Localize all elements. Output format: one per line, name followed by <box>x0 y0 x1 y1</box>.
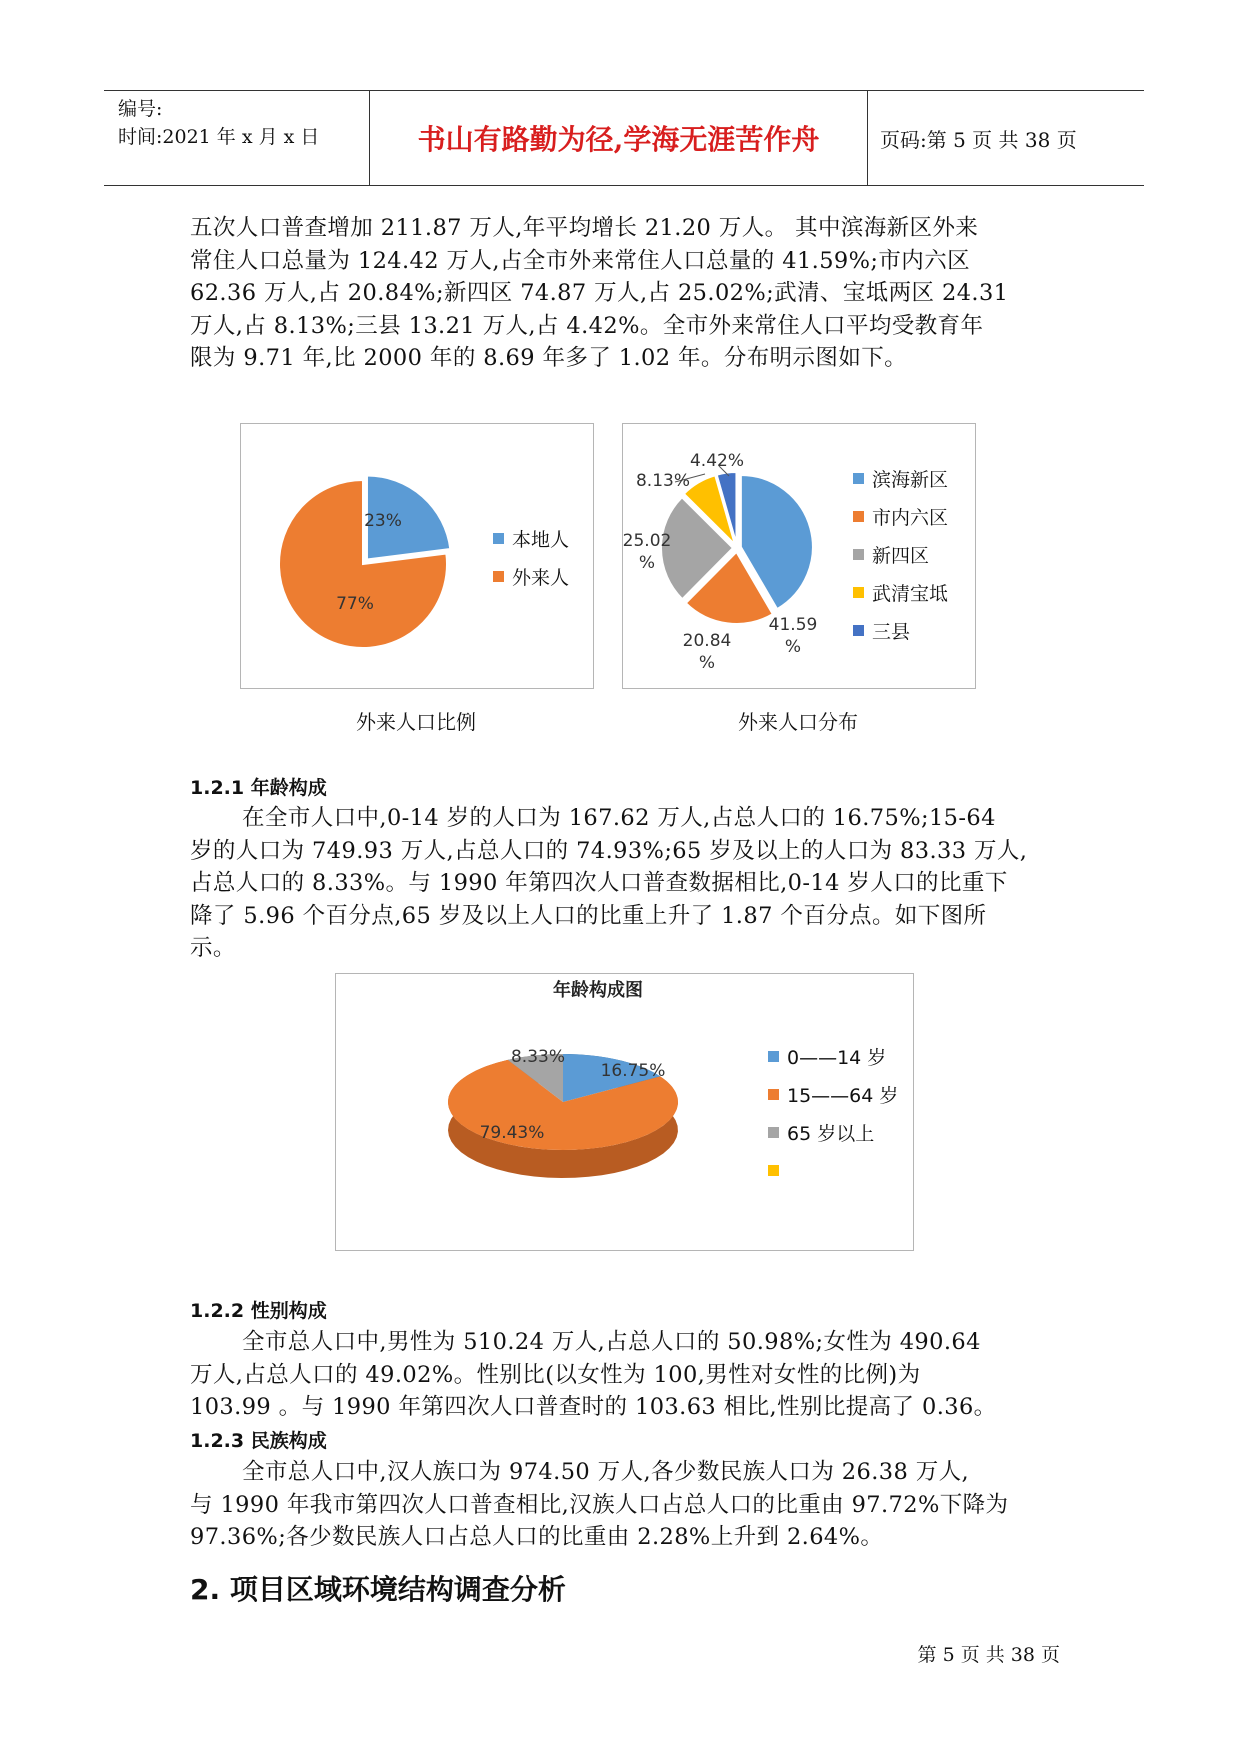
age-heading: 1.2.1 年龄构成 <box>190 777 327 799</box>
pie-data-label: 41.59 % <box>768 615 818 657</box>
chart-title: 年龄构成图 <box>553 980 643 1001</box>
legend-item <box>853 611 948 649</box>
intro-paragraph <box>190 212 1060 375</box>
text-line: 103.99 。与 1990 年第四次人口普查时的 103.63 相比,性别比提高了 0.36。 <box>190 1394 997 1420</box>
text-line: 万人,占总人口的 49.02%。性别比(以女性为 100,男性对女性的比例)为 <box>190 1361 921 1388</box>
legend-label: 三县 <box>872 620 911 643</box>
legend-label: 市内六区 <box>872 506 949 529</box>
page-footer: 第 5 页 共 38 页 <box>917 1644 1060 1666</box>
ethnic-heading: 1.2.3 民族构成 <box>190 1430 327 1452</box>
legend-swatch <box>853 511 864 522</box>
legend-swatch <box>768 1089 779 1100</box>
caption-migrant-distribution: 外来人口分布 <box>738 710 858 734</box>
legend-label: 外来人 <box>512 566 570 589</box>
text-line: 常住人口总量为 124.42 万人,占全市外来常住人口总量的 41.59%;市内六区 <box>190 247 971 274</box>
legend-swatch <box>768 1165 779 1176</box>
legend-swatch <box>768 1051 779 1062</box>
legend-migrant-distribution <box>853 459 948 649</box>
text-line: 五次人口普查增加 211.87 万人,年平均增长 21.20 万人。 其中滨海新区外来 <box>190 215 979 241</box>
gender-heading: 1.2.2 性别构成 <box>190 1300 327 1322</box>
pie-data-label: 25.02 % <box>623 531 672 573</box>
text-line: 限为 9.71 年,比 2000 年的 8.69 年多了 1.02 年。分布明示图如下。 <box>190 345 908 371</box>
legend-migrant-ratio <box>493 519 569 595</box>
header-page-label: 页码:第 5 页 共 38 页 <box>880 127 1077 152</box>
legend-item <box>768 1113 898 1151</box>
text-line <box>190 1456 1060 1489</box>
pie-data-label: 4.42% <box>689 451 745 471</box>
pie-data-label: 8.33% <box>510 1047 566 1067</box>
text-line: 降了 5.96 个百分点,65 岁及以上人口的比重上升了 1.87 个百分点。如下图所 <box>190 902 987 929</box>
pie-data-label: 8.13% <box>635 471 691 491</box>
chart-migrant-distribution <box>622 423 976 689</box>
text-line <box>190 1326 1060 1359</box>
legend-item <box>853 535 948 573</box>
legend-label: 滨海新区 <box>872 468 949 491</box>
legend-swatch <box>853 549 864 560</box>
text-line <box>190 802 1060 835</box>
legend-label: 0——14 岁 <box>787 1046 887 1069</box>
legend-item <box>493 519 569 557</box>
legend-item <box>853 573 948 611</box>
text-span: 在全市人口中,0-14 岁的人口为 167.62 万人,占总人口的 16.75%;15-64 <box>242 805 996 831</box>
page-header <box>104 90 1144 186</box>
legend-item <box>493 557 569 595</box>
text-line: 万人,占 8.13%;三县 13.21 万人,占 4.42%。全市外来常住人口平均受教育年 <box>190 312 984 339</box>
text-line: 62.36 万人,占 20.84%;新四区 74.87 万人,占 25.02%;武清、宝坻两区 24.31 <box>190 280 1009 306</box>
legend-age-composition <box>768 1037 898 1189</box>
ethnic-paragraph <box>190 1456 1060 1554</box>
text-span: 全市总人口中,汉人族口为 974.50 万人,各少数民族人口为 26.38 万人, <box>242 1459 970 1485</box>
header-motto: 书山有路勤为径,学海无涯苦作舟 <box>369 91 868 185</box>
legend-swatch <box>853 473 864 484</box>
legend-label: 15——64 岁 <box>787 1084 899 1107</box>
pie-data-label: 16.75% <box>600 1061 666 1081</box>
chart-age-composition <box>335 973 914 1251</box>
legend-swatch <box>493 571 504 582</box>
gender-paragraph <box>190 1326 1060 1424</box>
legend-swatch <box>493 533 504 544</box>
text-span: 全市总人口中,男性为 510.24 万人,占总人口的 50.98%;女性为 490.64 <box>242 1329 981 1355</box>
pie-data-label: 23% <box>364 511 402 531</box>
text-line: 占总人口的 8.33%。与 1990 年第四次人口普查数据相比,0-14 岁人口的比重下 <box>190 870 1008 896</box>
age-paragraph <box>190 802 1060 965</box>
text-line: 岁的人口为 749.93 万人,占总人口的 74.93%;65 岁及以上的人口为 83.33 万人, <box>190 837 1028 864</box>
legend-label: 武清宝坻 <box>872 582 949 605</box>
legend-swatch <box>853 625 864 636</box>
caption-migrant-ratio: 外来人口比例 <box>356 710 476 734</box>
pie-data-label: 77% <box>336 594 374 614</box>
header-left <box>104 91 369 185</box>
chart-migrant-ratio <box>240 423 594 689</box>
time-label: 时间:2021 年 x 月 x 日 <box>118 126 320 148</box>
legend-label: 65 岁以上 <box>787 1122 875 1145</box>
text-line: 与 1990 年我市第四次人口普查相比,汉族人口占总人口的比重由 97.72%下降为 <box>190 1491 1009 1518</box>
legend-item <box>768 1075 898 1113</box>
text-line: 97.36%;各少数民族人口占总人口的比重由 2.28%上升到 2.64%。 <box>190 1524 884 1550</box>
legend-swatch <box>853 587 864 598</box>
legend-label: 本地人 <box>512 528 570 551</box>
section-2-title: 2. 项目区域环境结构调查分析 <box>190 1573 566 1606</box>
legend-swatch <box>768 1127 779 1138</box>
legend-item <box>853 497 948 535</box>
legend-label: 新四区 <box>872 544 930 567</box>
legend-item <box>853 459 948 497</box>
text-line: 示。 <box>190 935 236 961</box>
pie-data-label: 79.43% <box>479 1123 545 1143</box>
number-label: 编号: <box>118 98 163 120</box>
pie-data-label: 20.84 % <box>682 631 732 673</box>
legend-item <box>768 1037 898 1075</box>
legend-item <box>768 1151 898 1189</box>
